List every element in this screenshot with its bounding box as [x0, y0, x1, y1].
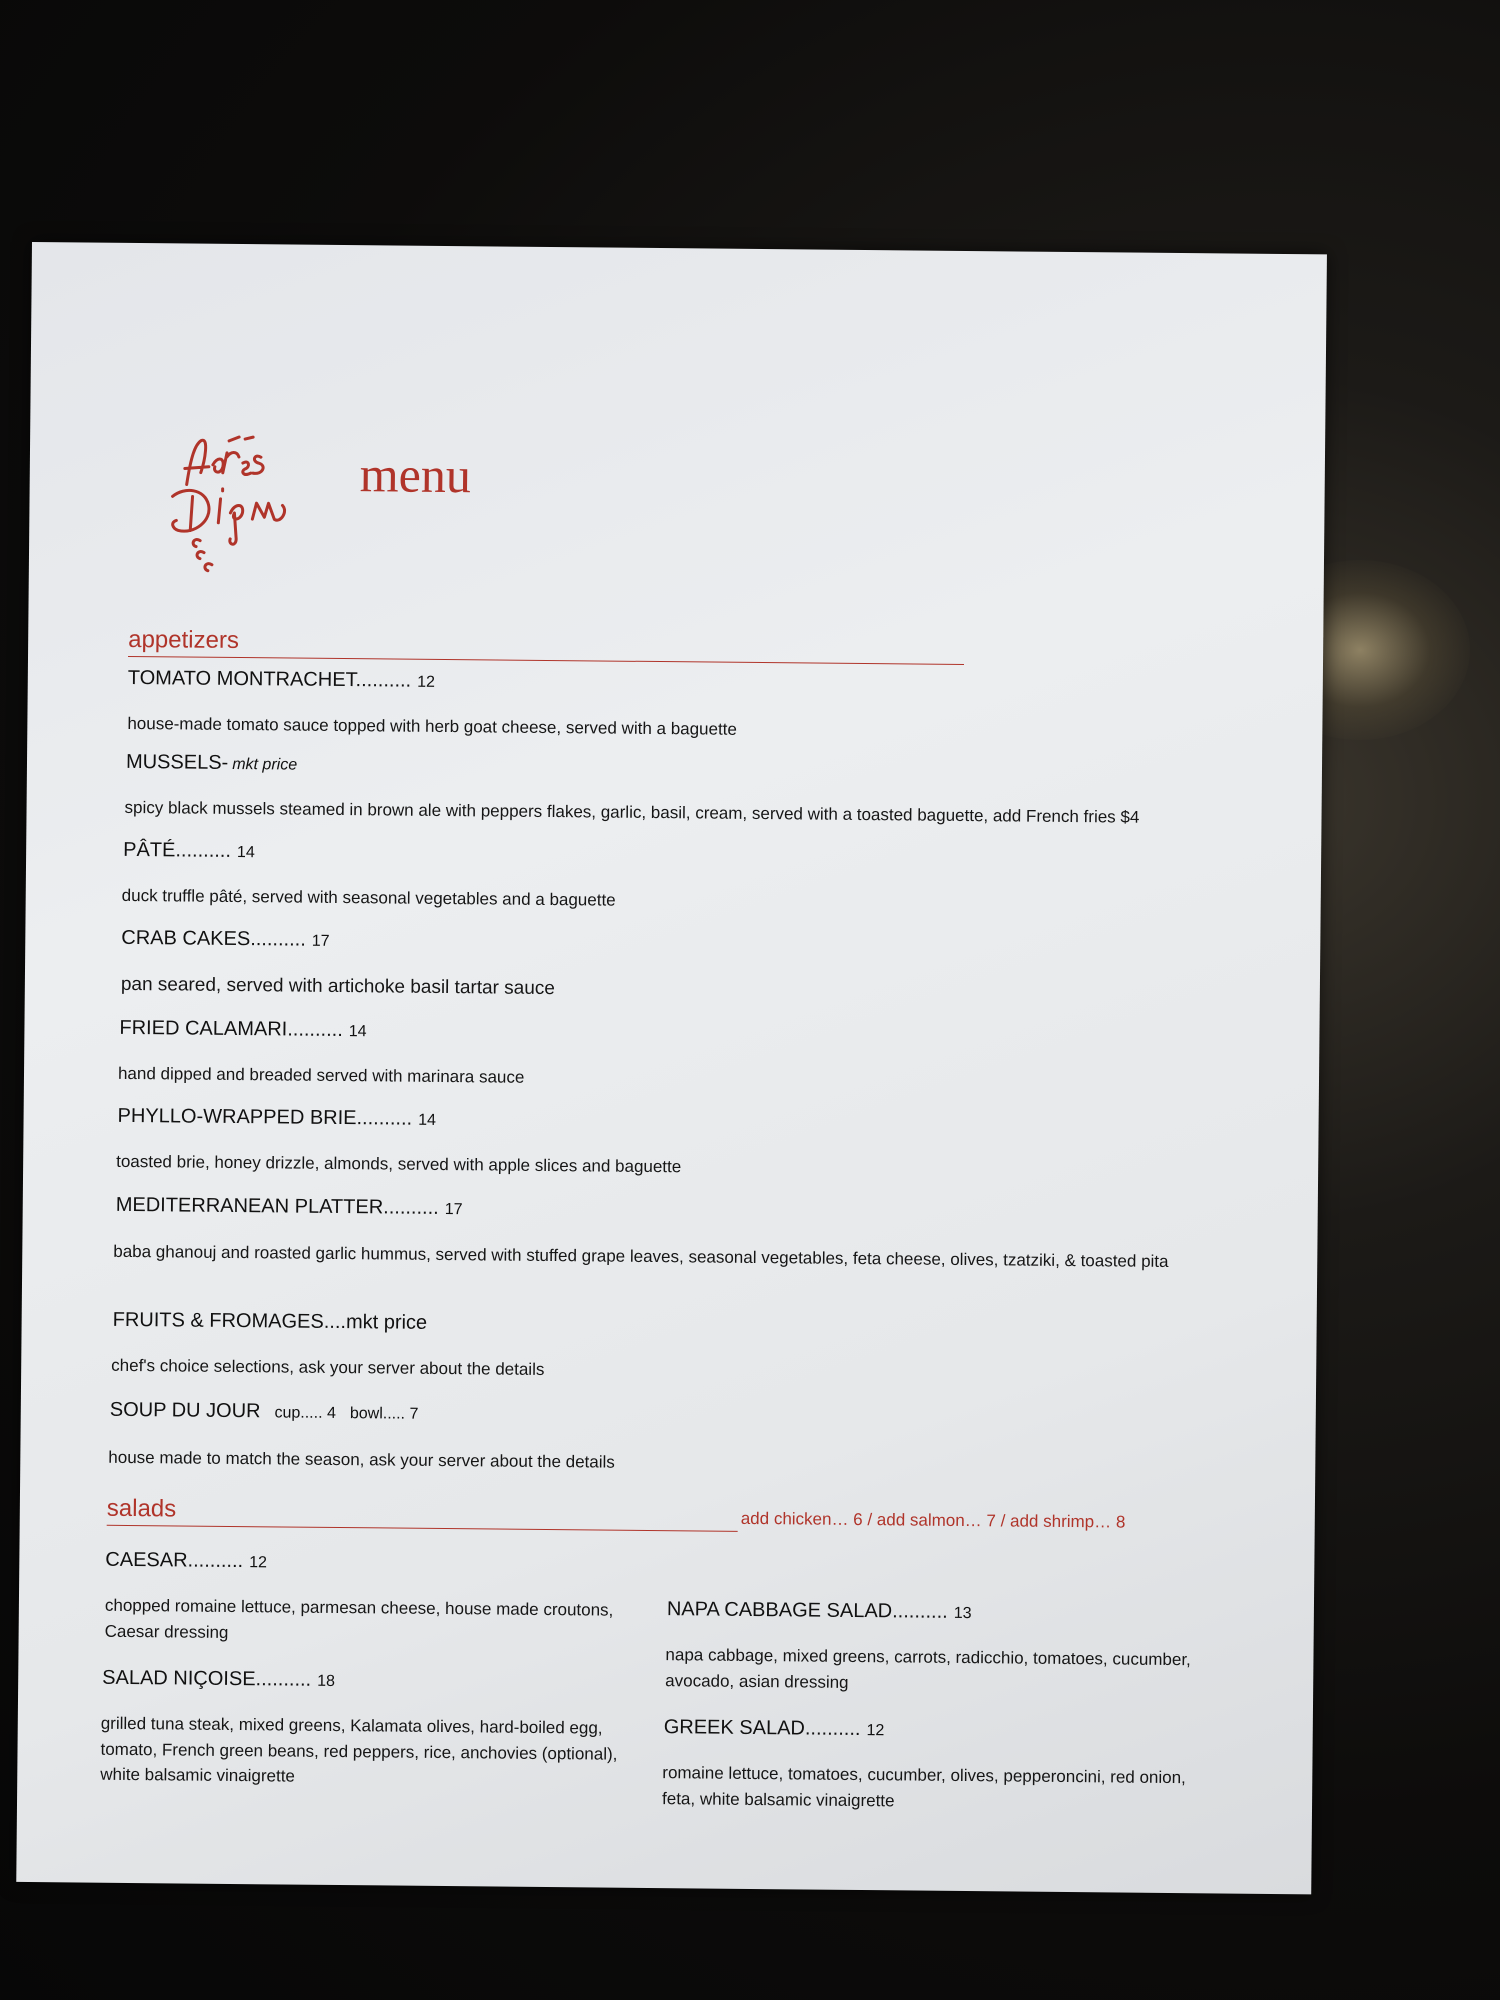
soup-bowl-price: bowl..... 7: [349, 1405, 419, 1423]
restaurant-logo: [164, 426, 340, 578]
item-description: toasted brie, honey drizzle, almonds, served with apple slices and baguette: [116, 1151, 682, 1177]
section-heading-appetizers: appetizers: [128, 626, 964, 665]
item-description: spicy black mussels steamed in brown ale with peppers flakes, garlic, basil, cream, served with a toasted baguette, add French fries $4: [124, 797, 1140, 827]
item-name: NAPA CABBAGE SALAD: [666, 1598, 893, 1623]
item-tomato-montrachet: [128, 667, 435, 693]
item-greek-salad: [664, 1716, 885, 1741]
item-caesar: [105, 1549, 267, 1574]
item-name: TOMATO MONTRACHET: [127, 666, 356, 692]
item-name: MUSSELS-: [125, 750, 229, 774]
item-description: chef's choice selections, ask your server about the details: [111, 1355, 545, 1379]
item-salad-nicoise: [102, 1667, 335, 1692]
item-price: 17: [444, 1201, 463, 1219]
menu-paper: [16, 242, 1327, 1894]
leader-dots: ..........: [355, 669, 412, 692]
item-name: PHYLLO-WRAPPED BRIE: [117, 1104, 357, 1130]
leader-dots: ..........: [356, 1107, 413, 1130]
item-name: PÂTÉ: [123, 838, 176, 862]
item-name: FRIED CALAMARI: [119, 1016, 288, 1041]
soup-cup-price: cup..... 4: [274, 1404, 336, 1422]
item-description: grilled tuna steak, mixed greens, Kalamata olives, hard-boiled egg, tomato, French green beans, red peppers, rice, anchovies (optional), white balsamic vinaigrette: [100, 1713, 618, 1786]
item-crab-cakes: [121, 927, 330, 952]
item-description: romaine lettuce, tomatoes, cucumber, olives, pepperoncini, red onion, feta, white balsamic vinaigrette: [662, 1763, 1186, 1810]
item-price: 18: [317, 1672, 336, 1690]
item-name: MEDITERRANEAN PLATTER: [115, 1193, 384, 1219]
item-fruits-fromages: [113, 1309, 428, 1335]
leader-dots: ..........: [175, 839, 232, 862]
item-description: napa cabbage, mixed greens, carrots, radicchio, tomatoes, cucumber, avocado, asian dressing: [665, 1645, 1191, 1692]
section-heading-salads: salads: [107, 1495, 738, 1532]
leader-dots: ..........: [287, 1018, 343, 1042]
item-description: house-made tomato sauce topped with herb goat cheese, served with a baguette: [127, 713, 738, 739]
leader-dots: ..........: [187, 1549, 244, 1573]
leader-dots: ..........: [255, 1668, 312, 1691]
item-price-note: mkt price: [232, 755, 298, 774]
leader-dots: ..........: [892, 1600, 948, 1623]
item-price: 14: [348, 1023, 367, 1041]
item-price: 14: [418, 1111, 436, 1129]
item-name: GREEK SALAD: [663, 1716, 806, 1740]
item-name: CAESAR: [105, 1548, 188, 1572]
item-description: hand dipped and breaded served with marinara sauce: [117, 1063, 525, 1087]
item-price: 17: [311, 932, 330, 950]
item-fried-calamari: [119, 1017, 366, 1042]
item-price: 12: [417, 673, 436, 691]
item-phyllo-wrapped-brie: [118, 1105, 437, 1131]
item-price: 12: [866, 1722, 885, 1740]
logo-script-icon: [164, 426, 340, 578]
item-name: CRAB CAKES: [121, 926, 251, 951]
item-price: 13: [953, 1604, 972, 1623]
item-pate: [123, 839, 255, 863]
item-napa-cabbage-salad: [667, 1598, 972, 1624]
item-name: FRUITS & FROMAGES....mkt price: [112, 1308, 428, 1334]
item-description: pan seared, served with artichoke basil tartar sauce: [120, 973, 556, 1000]
leader-dots: ..........: [250, 928, 306, 951]
leader-dots: ..........: [804, 1717, 861, 1741]
item-mediterranean-platter: [116, 1194, 463, 1220]
item-mussels: [126, 751, 297, 776]
menu-title: menu: [359, 446, 472, 504]
salad-add-ons: add chicken… 6 / add salmon… 7 / add shrimp… 8: [740, 1508, 1126, 1532]
item-description: chopped romaine lettuce, parmesan cheese, house made croutons, Caesar dressing: [104, 1595, 614, 1642]
leader-dots: ..........: [383, 1196, 439, 1219]
item-description: duck truffle pâté, served with seasonal vegetables and a baguette: [121, 885, 616, 910]
item-soup-du-jour: [110, 1399, 419, 1425]
item-price: 14: [236, 843, 255, 862]
item-name: SOUP DU JOUR: [109, 1398, 261, 1423]
item-description: house made to match the season, ask your server about the details: [108, 1447, 615, 1472]
item-price: 12: [249, 1554, 268, 1572]
item-name: SALAD NIÇOISE: [102, 1666, 256, 1691]
item-description: baba ghanouj and roasted garlic hummus, served with stuffed grape leaves, seasonal vegetables, feta cheese, olives, tzatziki, & toasted pita: [113, 1241, 1169, 1271]
